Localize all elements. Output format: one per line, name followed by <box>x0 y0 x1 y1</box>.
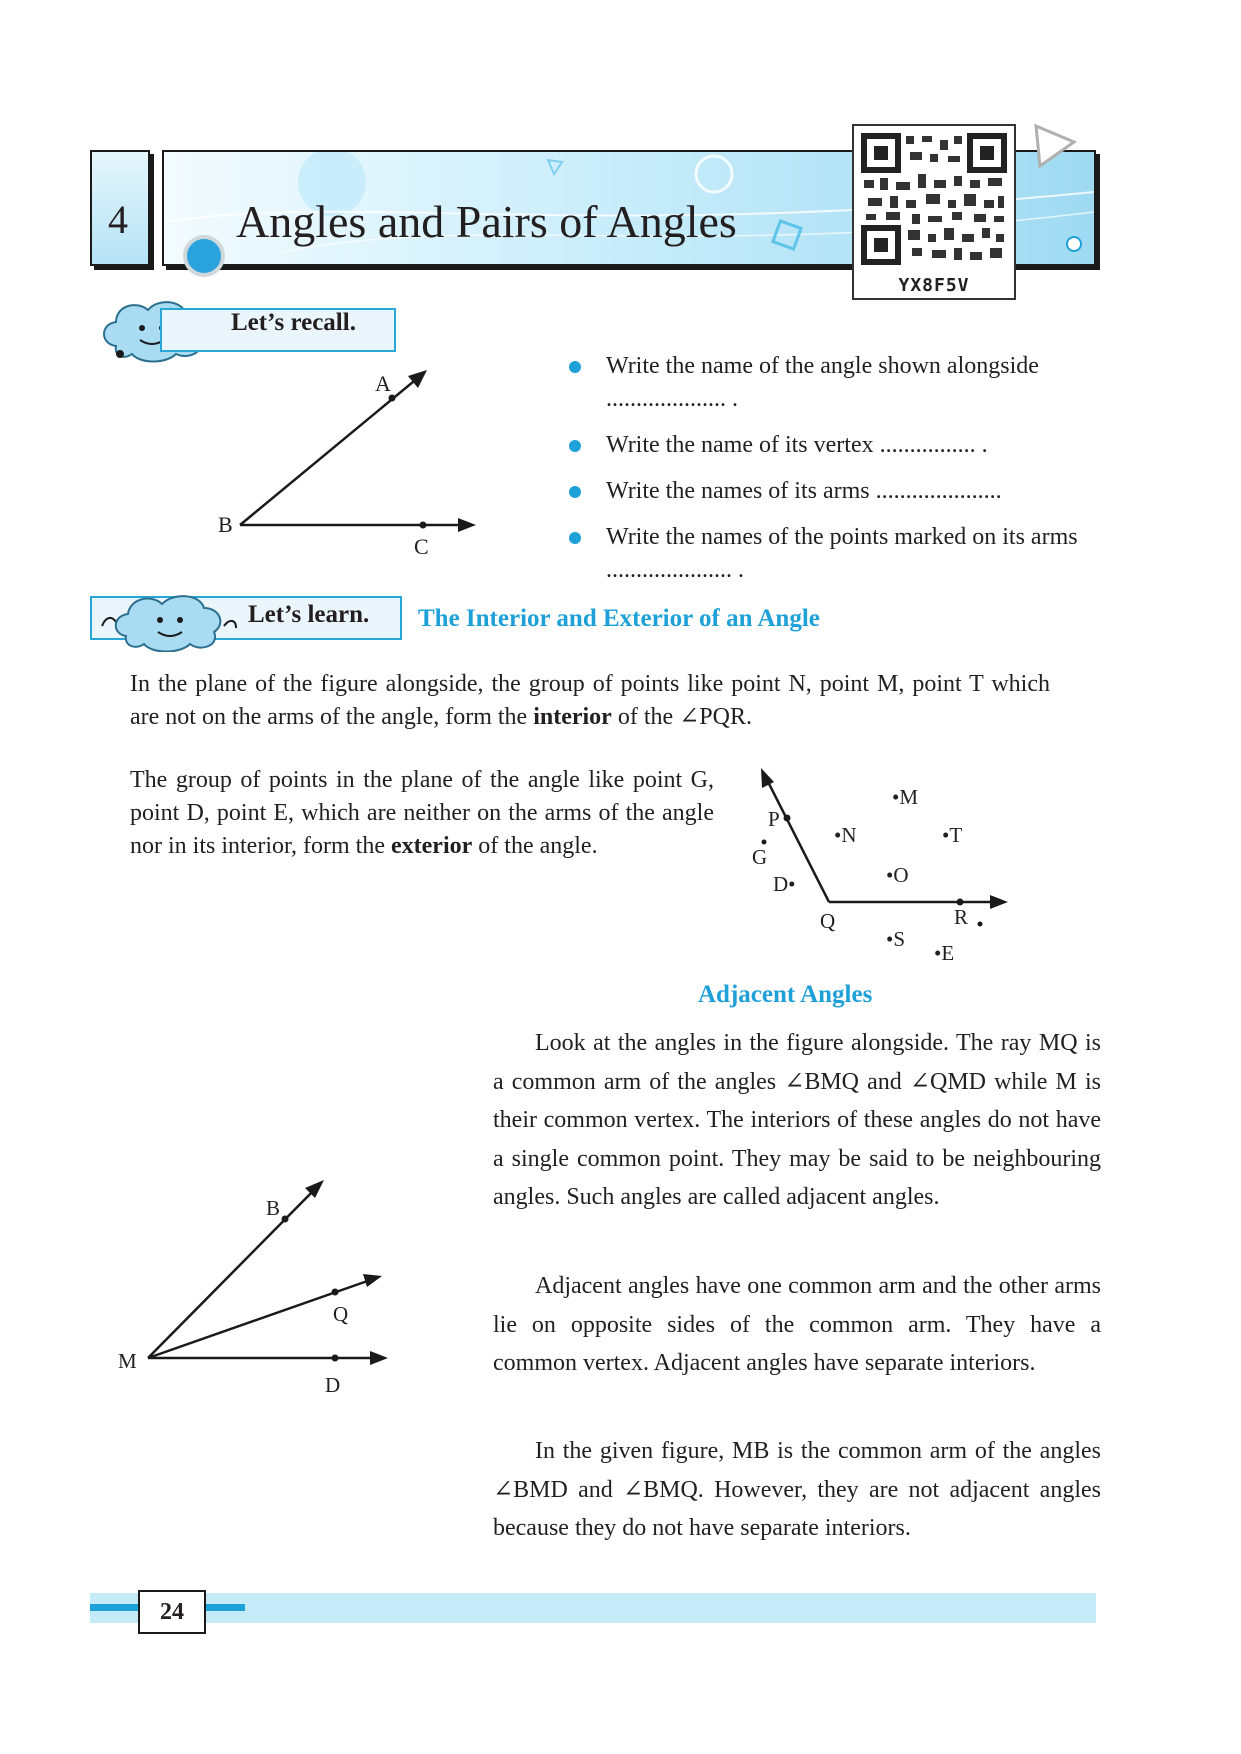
play-triangle-icon <box>1030 120 1080 176</box>
exterior-text-end: of the angle. <box>472 833 598 859</box>
adjacent-paragraph-1: Look at the angles in the figure alongside. The ray MQ is a common arm of the angles ∠BMQ and ∠QMD while M is their common vertex. The interiors of these angles do not have a single common point. They may be said to be neighbouring angles. Such angles are called adjacent angles. <box>493 1030 1101 1210</box>
label-g: G <box>752 845 768 869</box>
adjacent-paragraph-2: Adjacent angles have one common arm and the other arms lie on opposite sides of the common arm. They have a common vertex. Adjacent angles have separate interiors. <box>493 1273 1101 1376</box>
banner-circle-icon <box>180 232 228 280</box>
label-r: R <box>954 905 969 929</box>
label-p: P <box>768 807 780 831</box>
angle-abc-figure <box>210 360 490 560</box>
qr-code-text: YX8F5V <box>898 275 970 296</box>
lets-learn-label: Let’s learn. <box>248 601 370 628</box>
label-n: •N <box>834 823 857 847</box>
adjacent-heading: Adjacent Angles <box>698 981 873 1008</box>
label-m: M <box>118 1349 137 1373</box>
label-b: B <box>266 1196 281 1220</box>
recall-question: Write the name of its vertex ................ . <box>566 429 1086 462</box>
interior-text: In the plane of the figure alongside, the group of points like point N, point M, point T which are not on the arms of the angle, form the <box>130 671 1050 730</box>
exterior-text: The group of points in the plane of the angle like point G, point D, point E, which are neither on the arms of the angle nor in its interior, form the <box>130 767 714 859</box>
exterior-term: exterior <box>391 833 473 859</box>
label-q: Q <box>333 1302 349 1326</box>
label-d: D• <box>773 872 796 896</box>
section-heading: The Interior and Exterior of an Angle <box>418 605 820 632</box>
adjacent-angles-figure <box>110 1168 410 1404</box>
label-c: C <box>414 534 429 559</box>
lets-recall-label: Let’s recall. <box>231 309 356 336</box>
label-d: D <box>325 1373 341 1397</box>
adjacent-paragraph-3: In the given figure, MB is the common arm of the angles ∠BMD and ∠BMQ. However, they are not adjacent angles because they do not have separate interiors. <box>493 1438 1101 1541</box>
qr-code-icon <box>856 130 1012 270</box>
angle-pqr-figure <box>740 760 1020 970</box>
exterior-paragraph <box>130 764 714 863</box>
label-m: •M <box>892 785 919 809</box>
interior-term: interior <box>533 704 612 730</box>
page-number: 24 <box>138 1590 206 1634</box>
label-t: •T <box>942 823 963 847</box>
label-e: •E <box>934 941 955 965</box>
label-q: Q <box>820 909 836 933</box>
recall-questions <box>566 350 1086 600</box>
chapter-number: 4 <box>108 197 128 242</box>
interior-text-end: of the ∠PQR. <box>611 704 752 730</box>
label-b: B <box>218 512 233 537</box>
cloud-mascot-icon <box>96 586 246 652</box>
label-s: •S <box>886 927 906 951</box>
label-a: A <box>375 371 391 396</box>
recall-question: Write the names of the points marked on its arms ..................... . <box>566 521 1086 587</box>
label-o: •O <box>886 863 909 887</box>
recall-question: Write the name of the angle shown alongside .................... . <box>566 350 1086 416</box>
interior-paragraph <box>130 668 1050 734</box>
recall-question: Write the names of its arms ..................... <box>566 475 1086 508</box>
chapter-title: Angles and Pairs of Angles <box>236 196 737 247</box>
qr-code[interactable] <box>852 124 1016 300</box>
